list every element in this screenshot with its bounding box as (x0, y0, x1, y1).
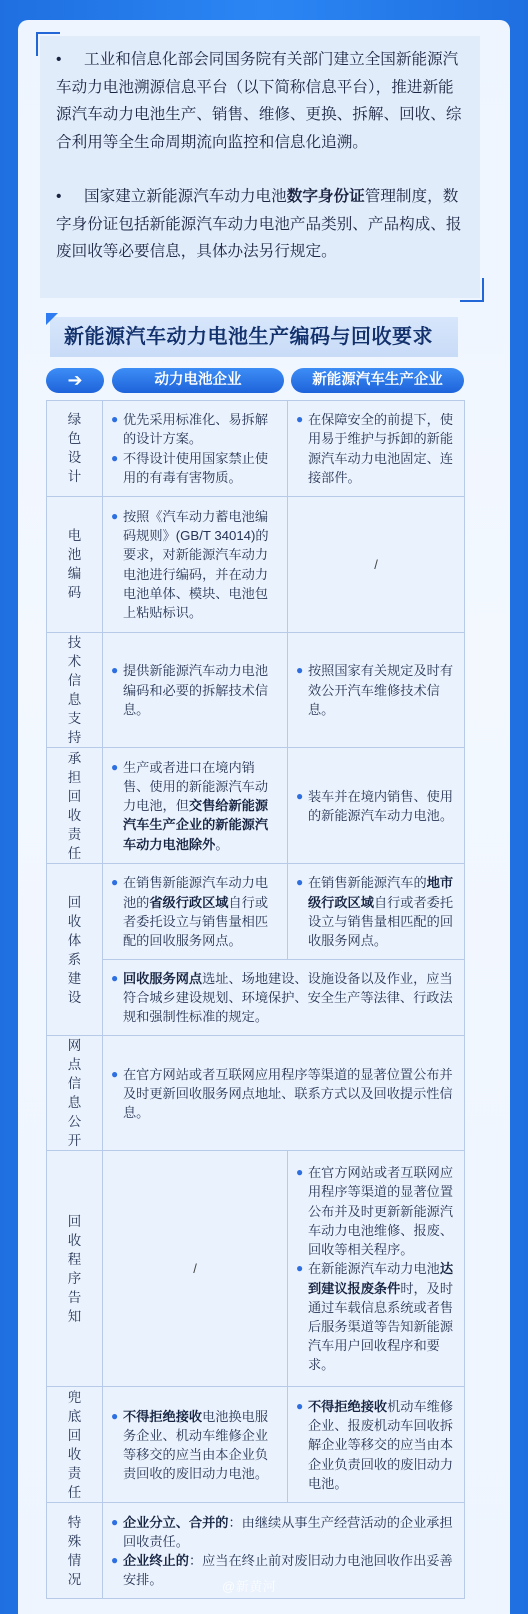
row-label: 回收程序告知 (47, 1151, 103, 1387)
cell-merged: ● 回收服务网点选址、场地建设、设施设备以及作业，应当符合城乡建设规划、环境保护、安全生产等法律、行政法规和强制性标准的规定。 (103, 960, 465, 1036)
requirements-table (46, 400, 465, 1599)
cell-battery: ● 在销售新能源汽车动力电池的省级行政区域自行或者委托设立与销售量相匹配的回收服务网点。 (103, 864, 288, 960)
row-label: 网点信息公开 (47, 1036, 103, 1151)
row-label: 回收体系建设 (47, 864, 103, 1036)
corner-decoration (460, 278, 484, 302)
row-label: 承担回收责任 (47, 748, 103, 864)
cell-battery: ● 生产或者进口在境内销售、使用的新能源汽车动力电池，但交售给新能源汽车生产企业的新能源汽车动力电池除外。 (103, 748, 288, 864)
table-row (47, 748, 465, 864)
row-label: 电池编码 (47, 497, 103, 633)
cell-battery: / (103, 1151, 288, 1387)
watermark: @新黄河 (222, 1579, 277, 1594)
content-card (18, 20, 510, 1614)
row-label: 兜底回收责任 (47, 1387, 103, 1503)
table-row (47, 1151, 465, 1387)
intro-paragraph-2: • 国家建立新能源汽车动力电池数字身份证管理制度，数字身份证包括新能源汽车动力电池产品类别、产品构成、报废回收等必要信息，具体办法另行规定。 (56, 188, 462, 260)
table-row (47, 497, 465, 633)
row-label: 特殊情况 (47, 1503, 103, 1599)
cell-battery: ● 优先采用标准化、易拆解的设计方案。 ● 不得设计使用国家禁止使用的有毒有害物质。 (103, 401, 288, 497)
table-row (47, 960, 465, 1036)
table-row (47, 1036, 465, 1151)
cell-battery: ● 按照《汽车动力蓄电池编码规则》(GB/T 34014)的要求，对新能源汽车动力电池进行编码，并在动力电池单体、模块、电池包上粘贴标识。 (103, 497, 288, 633)
table-row (47, 633, 465, 748)
title-marker-icon (46, 313, 58, 325)
table-row (47, 864, 465, 960)
intro-paragraph-1: • 工业和信息化部会同国务院有关部门建立全国新能源汽车动力电池溯源信息平台（以下简称信息平台），推进新能源汽车动力电池生产、销售、维修、更换、拆解、回收、综合利用等全生命周期流向监控和信息化追溯。 (56, 51, 462, 151)
cell-vehicle: ● 不得拒绝接收机动车维修企业、报废机动车回收拆解企业等移交的应当由本企业负责回收的废旧动力电池。 (288, 1387, 465, 1503)
cell-vehicle: / (288, 497, 465, 633)
intro-box (40, 36, 480, 298)
row-label: 技术信息支持 (47, 633, 103, 748)
section-title: 新能源汽车动力电池生产编码与回收要求 (50, 317, 458, 357)
cell-merged: ● 在官方网站或者互联网应用程序等渠道的显著位置公布并及时更新回收服务网点地址、联系方式以及回收提示性信息。 (103, 1036, 465, 1151)
table-row (47, 1387, 465, 1503)
cell-battery: ● 不得拒绝接收电池换电服务企业、机动车维修企业等移交的应当由本企业负责回收的废旧动力电池。 (103, 1387, 288, 1503)
cell-merged: ● 企业分立、合并的：由继续从事生产经营活动的企业承担回收责任。 ● 企业终止的：应当在终止前对废旧动力电池回收作出妥善安排。 (103, 1503, 465, 1599)
arrow-icon: ➔ (46, 368, 104, 393)
cell-vehicle: ● 按照国家有关规定及时有效公开汽车维修技术信息。 (288, 633, 465, 748)
cell-vehicle: ● 在保障安全的前提下，使用易于维护与拆卸的新能源汽车动力电池固定、连接部件。 (288, 401, 465, 497)
cell-vehicle: ● 装车并在境内销售、使用的新能源汽车动力电池。 (288, 748, 465, 864)
row-label: 绿色设计 (47, 401, 103, 497)
cell-battery: ● 提供新能源汽车动力电池编码和必要的拆解技术信息。 (103, 633, 288, 748)
cell-vehicle: ● 在销售新能源汽车的地市级行政区域自行或者委托设立与销售量相匹配的回收服务网点。 (288, 864, 465, 960)
cell-vehicle: ● 在官方网站或者互联网应用程序等渠道的显著位置公布并及时更新新能源汽车动力电池维修、报废、回收等相关程序。 ● 在新能源汽车动力电池达到建议报废条件时，及时通过车载信息系统或者售后服务渠道等告知新能源汽车用户回收程序和要求。 (288, 1151, 465, 1387)
column-header-vehicle-enterprise: 新能源汽车生产企业 (291, 368, 464, 393)
column-header-battery-enterprise: 动力电池企业 (112, 368, 284, 393)
table-row (47, 401, 465, 497)
